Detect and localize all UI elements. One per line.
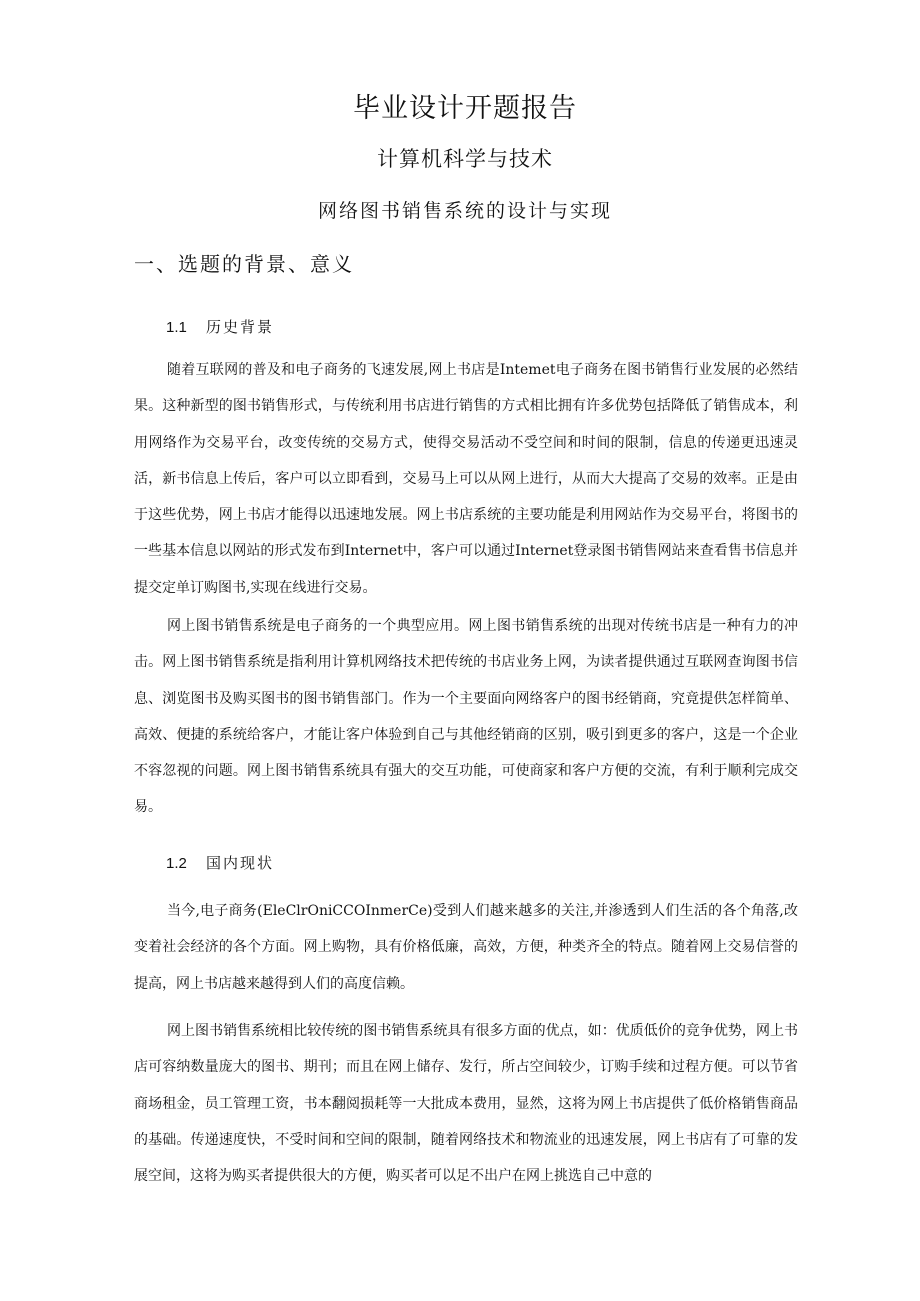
paragraph-history-2: 网上图书销售系统是电子商务的一个典型应用。网上图书销售系统的出现对传统书店是一种有力的冲击。网上图书销售系统是指利用计算机网络技术把传统的书店业务上网，为读者提供通过互联网查询图书信息、浏览图书及购买图书的图书销售部门。作为一个主要面向网络客户的图书经销商，究竟提供怎样简单、高效、便捷的系统给客户，才能让客户体验到自己与其他经销商的区别，吸引到更多的客户，这是一个企业不容忽视的问题。网上图书销售系统具有强大的交互功能，可使商家和客户方便的交流，有利于顺利完成交易。	[134, 618, 798, 816]
subsection-number: 1.2	[166, 855, 187, 872]
section-heading: 一、选题的背景、意义	[134, 252, 354, 276]
subsection-heading-history	[166, 316, 274, 337]
thesis-topic: 网络图书销售系统的设计与实现	[317, 200, 612, 222]
major-name: 计算机科学与技术	[377, 147, 553, 171]
paragraph-domestic-2: 网上图书销售系统相比较传统的图书销售系统具有很多方面的优点，如：优质低价的竞争优势，网上书店可容纳数量庞大的图书、期刊；而且在网上储存、发行，所占空间较少，订购手续和过程方便。可以节省商场租金，员工管理工资，书本翻阅损耗等一大批成本费用，显然，这将为网上书店提供了低价格销售商品的基础。传递速度快，不受时间和空间的限制，随着网络技术和物流业的迅速发展，网上书店有了可靠的发展空间，这将为购买者提供很大的方便，购买者可以足不出户在网上挑选自己中意的	[134, 1023, 798, 1185]
subsection-title: 历史背景	[206, 318, 275, 336]
subsection-number: 1.1	[166, 319, 187, 336]
subsection-heading-domestic	[166, 852, 274, 873]
paragraph-domestic-1: 当今,电子商务(EleClrOniCCOInmerCe)受到人们越来越多的关注,并渗透到人们生活的各个角落,改变着社会经济的各个方面。网上购物，具有价格低廉，高效，方便，种类齐全的特点。随着网上交易信誉的提高，网上书店越来越得到人们的高度信赖。	[134, 903, 798, 992]
document-title: 毕业设计开题报告	[353, 93, 577, 124]
paragraph-history-1: 随着互联网的普及和电子商务的飞速发展,网上书店是Intemet电子商务在图书销售行业发展的必然结果。这种新型的图书销售形式，与传统利用书店进行销售的方式相比拥有许多优势包括降低了销售成本，利用网络作为交易平台，改变传统的交易方式，使得交易活动不受空间和时间的限制，信息的传递更迅速灵活，新书信息上传后，客户可以立即看到，交易马上可以从网上进行，从而大大提高了交易的效率。正是由于这些优势，网上书店才能得以迅速地发展。网上书店系统的主要功能是利用网站作为交易平台，将图书的一些基本信息以网站的形式发布到Internet中，客户可以通过Internet登录图书销售网站来查看售书信息并提交定单订购图书,实现在线进行交易。	[134, 362, 798, 596]
subsection-title: 国内现状	[206, 854, 275, 872]
